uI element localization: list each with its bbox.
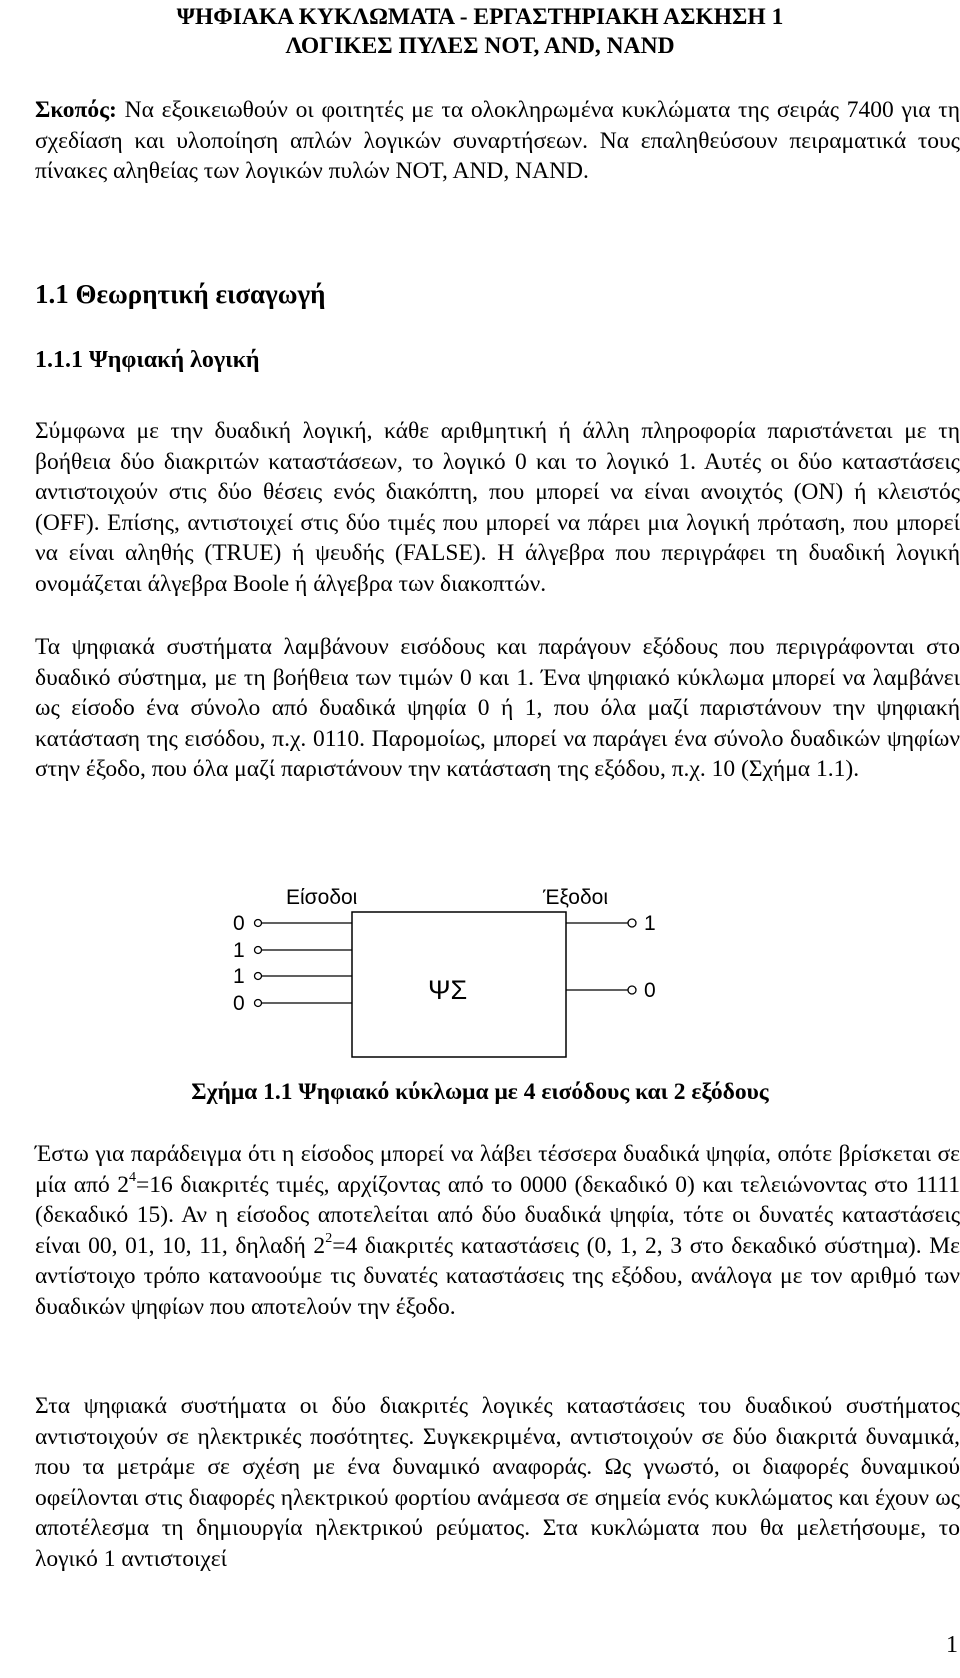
input-terminal-0 [255, 920, 262, 927]
input-terminal-2 [255, 973, 262, 980]
subsection-heading: 1.1.1 Ψηφιακή λογική [35, 347, 260, 373]
title-line-2: ΛΟΓΙΚΕΣ ΠΥΛΕΣ NOT, AND, NAND [285, 33, 675, 59]
input-terminal-1 [255, 947, 262, 954]
paragraph-2: Τα ψηφιακά συστήματα λαμβάνουν εισόδους και παράγουν εξόδους που περιγράφονται στο δυαδικό σύστημα, με τη βοήθεια των τιμών 0 και 1. Ένα ψηφιακό κύκλωμα μπορεί να λαμβάνει ως είσοδο ένα σύνολο από δυαδικά ψηφία 0 ή 1, που όλα μαζί παριστάνουν την ψηφιακή κατάσταση της εισόδου, π.χ. 0110. Παρομοίως, μπορεί να παράγει ένα σύνολο δυαδικών ψηφίων στην έξοδο, που όλα μαζί παριστάνουν την κατάσταση της εξόδου, π.χ. 10 (Σχήμα 1.1). [35, 634, 960, 782]
aim-paragraph [35, 95, 960, 187]
outputs-label: Έξοδοι [543, 886, 609, 909]
aim-label: Σκοπός: [35, 97, 117, 123]
paragraph-3 [35, 1139, 960, 1322]
output-0-value: 1 [644, 912, 656, 935]
title-line-1: ΨΗΦΙΑΚΑ ΚΥΚΛΩΜΑΤΑ - ΕΡΓΑΣΤΗΡΙΑΚΗ ΑΣΚΗΣΗ 1 [176, 4, 784, 30]
input-terminal-3 [255, 1000, 262, 1007]
output-terminal-1 [628, 986, 636, 994]
output-terminal-0 [628, 919, 636, 927]
paragraph-3-part-1: Έστω για παράδειγμα ότι η είσοδος μπορεί να λάβει τέσσερα δυαδικά ψηφία, οπότε βρίσκεται σε μία από 2 [35, 1141, 960, 1198]
inputs-label: Είσοδοι [286, 886, 358, 909]
input-0-value: 0 [233, 912, 245, 935]
paragraph-1: Σύμφωνα με την δυαδική λογική, κάθε αριθμητική ή άλλη πληροφορία παριστάνεται με τη βοήθεια δύο διακριτών καταστάσεων, το λογικό 0 και το λογικό 1. Αυτές οι δύο καταστάσεις αντιστοιχούν στις δύο θέσεις ενός διακόπτη, που μπορεί να είναι ανοιχτός (ON) ή κλειστός (OFF). Επίσης, αντιστοιχεί στις δύο τιμές που μπορεί να πάρει μια λογική πρόταση, που μπορεί να είναι αληθής (TRUE) ή ψευδής (FALSE). Η άλγεβρα που περιγράφει τη δυαδική λογική ονομάζεται άλγεβρα Boole ή άλγεβρα των διακοπτών. [35, 418, 960, 597]
input-3-value: 0 [233, 992, 245, 1015]
paragraph-3-part-2: =16 διακριτές τιμές, αρχίζοντας από το 0000 (δεκαδικό 0) και τελειώνοντας στο 1111 (δεκαδικό 15). Αν η είσοδος αποτελείται από δύο δυαδικά ψηφία, τότε οι δυνατές καταστάσεις είναι 00, 01, 10, 11, δηλαδή 2 [35, 1171, 960, 1259]
paragraph-3-part-3: =4 διακριτές καταστάσεις (0, 1, 2, 3 στο δεκαδικό σύστημα). Με αντίστοιχο τρόπο κατανοούμε τις δυνατές καταστάσεις της εξόδου, ανάλογα με τον αριθμό των δυαδικών ψηφίων που αποτελούν την έξοδο. [35, 1232, 960, 1320]
digital-circuit-diagram [230, 860, 730, 1060]
section-heading: 1.1 Θεωρητική εισαγωγή [35, 279, 326, 309]
figure-caption: Σχήμα 1.1 Ψηφιακό κύκλωμα με 4 εισόδους και 2 εξόδους [191, 1079, 769, 1105]
input-2-value: 1 [233, 965, 245, 988]
superscript-exponent-2: 2 [325, 1230, 333, 1246]
paragraph-4: Στα ψηφιακά συστήματα οι δύο διακριτές λογικές καταστάσεις του δυαδικού συστήματος αντιστοιχούν σε ηλεκτρικές ποσότητες. Συγκεκριμένα, αντιστοιχούν σε δύο διακριτά δυναμικά, που τα μετράμε σε σχέση με ένα δυναμικό αναφοράς. Ως γνωστό, οι διαφορές δυναμικού οφείλονται στις διαφορές ηλεκτρικού φορτίου ανάμεσα σε σημεία ενός κυκλώματος και έχουν ως αποτέλεσμα τη δημιουργία ηλεκτρικού ρεύματος. Στα κυκλώματα που θα μελετήσουμε, το λογικό 1 αντιστοιχεί [35, 1393, 960, 1572]
page-number: 1 [946, 1632, 958, 1658]
superscript-exponent-4: 4 [129, 1169, 137, 1185]
output-1-value: 0 [644, 979, 656, 1002]
aim-text: Να εξοικειωθούν οι φοιτητές με τα ολοκληρωμένα κυκλώματα της σειράς 7400 για τη σχεδίαση και υλοποίηση απλών λογικών συναρτήσεων. Να επαληθεύσουν πειραματικά τους πίνακες αληθείας των λογικών πυλών NOT, AND, NAND. [35, 97, 960, 184]
block-label: ΨΣ [428, 975, 468, 1005]
input-1-value: 1 [233, 939, 245, 962]
